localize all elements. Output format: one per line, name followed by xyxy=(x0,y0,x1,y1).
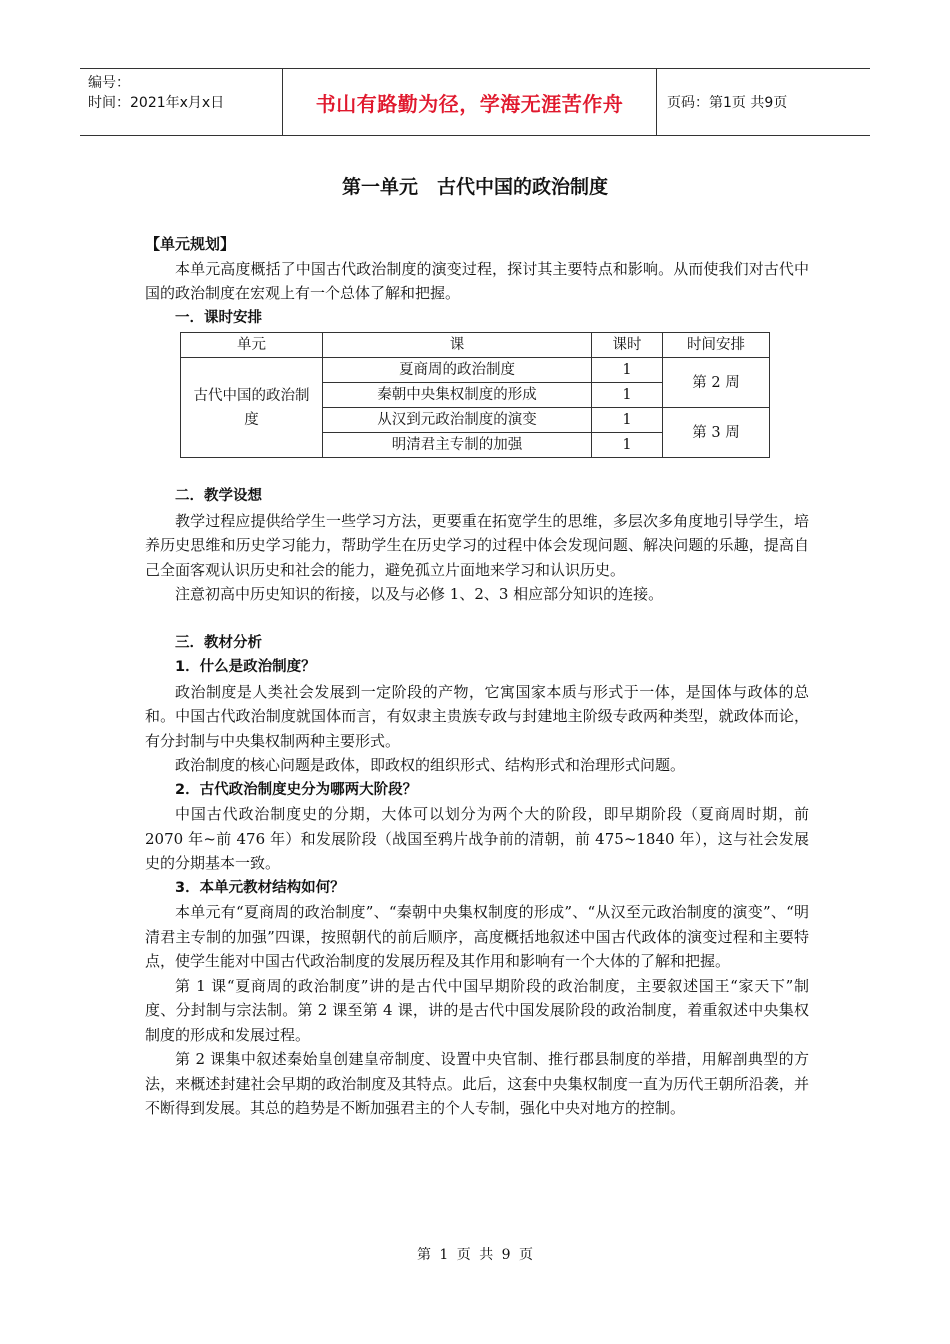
analysis-paragraph: 中国古代政治制度史的分期，大体可以划分为两个大的阶段，即早期阶段（夏商周时期，前 2070 年~前 476 年）和发展阶段（战国至鸦片战争前的清朝，前 475~1840 年），这与社会发展史的分期基本一致。 xyxy=(145,805,809,872)
unit-plan-heading: 【单元规划】 xyxy=(145,235,236,253)
number-label: 编号： xyxy=(88,75,130,91)
analysis-paragraph: 第 2 课集中叙述秦始皇创建皇帝制度、设置中央官制、推行郡县制度的举措，用解剖典型的方法，来概述封建社会早期的政治制度及其特点。此后，这套中央集权制度一直为历代王朝所沿袭，并不断得到发展。其总的趋势是不断加强君主的个人专制，强化中央对地方的控制。 xyxy=(145,1050,809,1117)
document-header xyxy=(80,68,870,136)
schedule-table xyxy=(180,332,770,458)
section1-heading: 一．课时安排 xyxy=(175,309,262,326)
question-heading: 2．古代政治制度史分为哪两大阶段？ xyxy=(175,781,418,798)
hours-cell: 1 xyxy=(592,433,663,458)
table-header: 课 xyxy=(323,333,592,358)
table-header: 单元 xyxy=(181,333,323,358)
lesson-cell: 秦朝中央集权制度的形成 xyxy=(323,383,592,408)
analysis-paragraph: 政治制度是人类社会发展到一定阶段的产物，它寓国家本质与形式于一体，是国体与政体的总和。中国古代政治制度就国体而言，有奴隶主贵族专政与封建地主阶级专政两种类型，就政体而论，有分封制与中央集权制两种主要形式。 xyxy=(145,682,809,750)
table-row xyxy=(181,358,770,383)
table-header-row xyxy=(181,333,770,358)
date-label: 时间：2021年x月x日 xyxy=(88,95,225,111)
document-body xyxy=(145,232,809,1121)
analysis-paragraph: 本单元有“夏商周的政治制度”、“秦朝中央集权制度的形成”、“从汉至元政治制度的演变”、“明清君主专制的加强”四课，按照朝代的前后顺序，高度概括地叙述中国古代政体的演变过程和主要特点，使学生能对中国古代政治制度的发展历程及其作用和影响有一个大体的了解和把握。 xyxy=(145,903,809,970)
page-footer: 第 1 页 共 9 页 xyxy=(416,1247,534,1263)
lesson-cell: 从汉到元政治制度的演变 xyxy=(323,408,592,433)
header-page-label: 页码：第1页 共9页 xyxy=(667,95,788,111)
week-cell: 第 2 周 xyxy=(663,358,770,408)
spacer xyxy=(145,607,809,631)
unit-cell: 古代中国的政治制度 xyxy=(181,358,323,458)
unit-plan-intro: 本单元高度概括了中国古代政治制度的演变过程，探讨其主要特点和影响。从而使我们对古代中国的政治制度在宏观上有一个总体了解和把握。 xyxy=(145,259,809,302)
hours-cell: 1 xyxy=(592,408,663,433)
section2-heading: 二．教学设想 xyxy=(175,488,262,504)
header-motto: 书山有路勤为径，学海无涯苦作舟 xyxy=(282,69,657,135)
page-title: 第一单元 古代中国的政治制度 xyxy=(341,176,608,198)
spacer xyxy=(145,458,809,484)
lesson-cell: 夏商周的政治制度 xyxy=(323,358,592,383)
table-header: 课时 xyxy=(592,333,663,358)
question-heading: 1．什么是政治制度？ xyxy=(175,659,316,675)
hours-cell: 1 xyxy=(592,358,663,383)
lesson-cell: 明清君主专制的加强 xyxy=(323,433,592,458)
analysis-paragraph: 第 1 课“夏商周的政治制度”讲的是古代中国早期阶段的政治制度，主要叙述国王“家天下”制度、分封制与宗法制。第 2 课至第 4 课，讲的是古代中国发展阶段的政治制度，着重叙述中央集权制度的形成和发展过程。 xyxy=(145,976,809,1044)
section3-heading: 三．教材分析 xyxy=(175,634,262,651)
question-heading: 3．本单元教材结构如何？ xyxy=(175,879,345,896)
section2-paragraph: 教学过程应提供给学生一些学习方法，更要重在拓宽学生的思维，多层次多角度地引导学生，培养历史思维和历史学习能力，帮助学生在历史学习的过程中体会发现问题、解决问题的乐趣，提高自己全面客观认识历史和社会的能力，避免孤立片面地来学习和认识历史。 xyxy=(145,511,809,579)
header-meta xyxy=(80,69,282,135)
section2-paragraph: 注意初高中历史知识的衔接，以及与必修 1、2、3 相应部分知识的连接。 xyxy=(175,585,664,603)
hours-cell: 1 xyxy=(592,383,663,408)
analysis-paragraph: 政治制度的核心问题是政体，即政权的组织形式、结构形式和治理形式问题。 xyxy=(175,756,686,774)
week-cell: 第 3 周 xyxy=(663,408,770,458)
table-header: 时间安排 xyxy=(663,333,770,358)
